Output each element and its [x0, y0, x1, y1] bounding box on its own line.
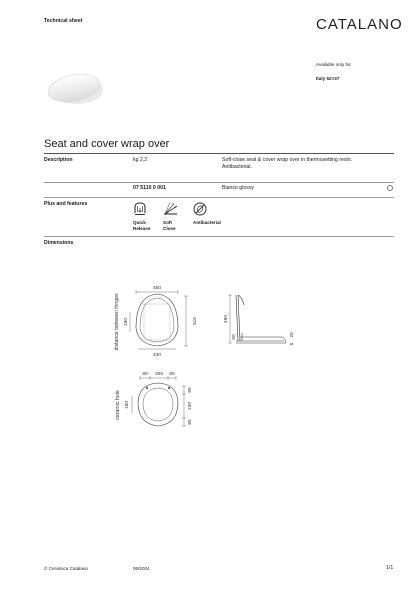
divider: [44, 153, 394, 154]
dim-side-base: 50: [232, 334, 237, 340]
feature-label-2b: Close: [163, 226, 176, 231]
divider: [44, 236, 394, 237]
side-view-drawing: [222, 285, 302, 355]
description-text-1: Soft-close seat & cover wrap over in thermosetting resin.: [222, 157, 353, 163]
dim-side-thickness-a: 5: [290, 342, 295, 346]
footer-copyright: © Ceramica Catalano: [44, 566, 88, 571]
dim-right-a: 65: [188, 387, 193, 393]
availability-label: Available only for: [316, 62, 351, 67]
description-text-2: Antibacterial.: [222, 164, 252, 170]
feature-label-3: Antibacterial: [193, 220, 221, 225]
finish-swatch: [387, 185, 393, 191]
top-view-drawing: [110, 282, 210, 362]
variant-code: 07 5110 0 001: [133, 185, 166, 191]
variant-finish: Bianco glossy: [222, 185, 255, 191]
sheet-label: Technical sheet: [44, 18, 83, 24]
ceramic-hole-label: ceramic hole: [115, 390, 121, 420]
product-image: [44, 70, 104, 110]
soft-close-icon: [163, 202, 179, 216]
footer-date: 06/2024: [133, 566, 150, 571]
description-label: Description: [44, 157, 73, 163]
divider: [44, 182, 394, 183]
dim-bottom-b: 300: [154, 372, 164, 377]
dim-side-thickness-b: 20: [290, 332, 295, 338]
dim-side-height: 490: [224, 314, 229, 324]
feature-label-1: Quick: [133, 220, 146, 225]
feature-label-2: Soft: [163, 220, 172, 225]
weight-value: kg 2,2: [133, 157, 148, 163]
bottom-view-drawing: [110, 372, 210, 440]
dimensions-label: Dimensions: [44, 240, 74, 246]
feature-label-1b: Release: [133, 226, 151, 231]
dim-bottom-a: 80: [142, 372, 148, 377]
divider: [44, 197, 394, 198]
dim-width-bottom: 430: [152, 353, 162, 358]
page-title: Seat and cover wrap over: [44, 138, 170, 150]
dim-right-b: 230: [188, 401, 193, 411]
availability-value: Italy 52×37: [316, 76, 340, 81]
dim-width-top: 450: [152, 286, 162, 291]
quick-release-icon: [133, 202, 147, 216]
brand-logo: CATALANO: [316, 16, 403, 33]
dim-right-c: 65: [188, 419, 193, 425]
dim-hinge-distance: 180: [124, 317, 129, 327]
dim-height: 375: [191, 316, 196, 326]
page-number: 1/1: [386, 565, 394, 571]
antibacterial-icon: [193, 202, 207, 216]
dim-hole-distance: 180: [125, 400, 130, 410]
hinge-side-label: distance between hinges: [114, 293, 120, 351]
features-label: Plus and features: [44, 201, 88, 207]
dim-bottom-c: 60: [169, 372, 175, 377]
